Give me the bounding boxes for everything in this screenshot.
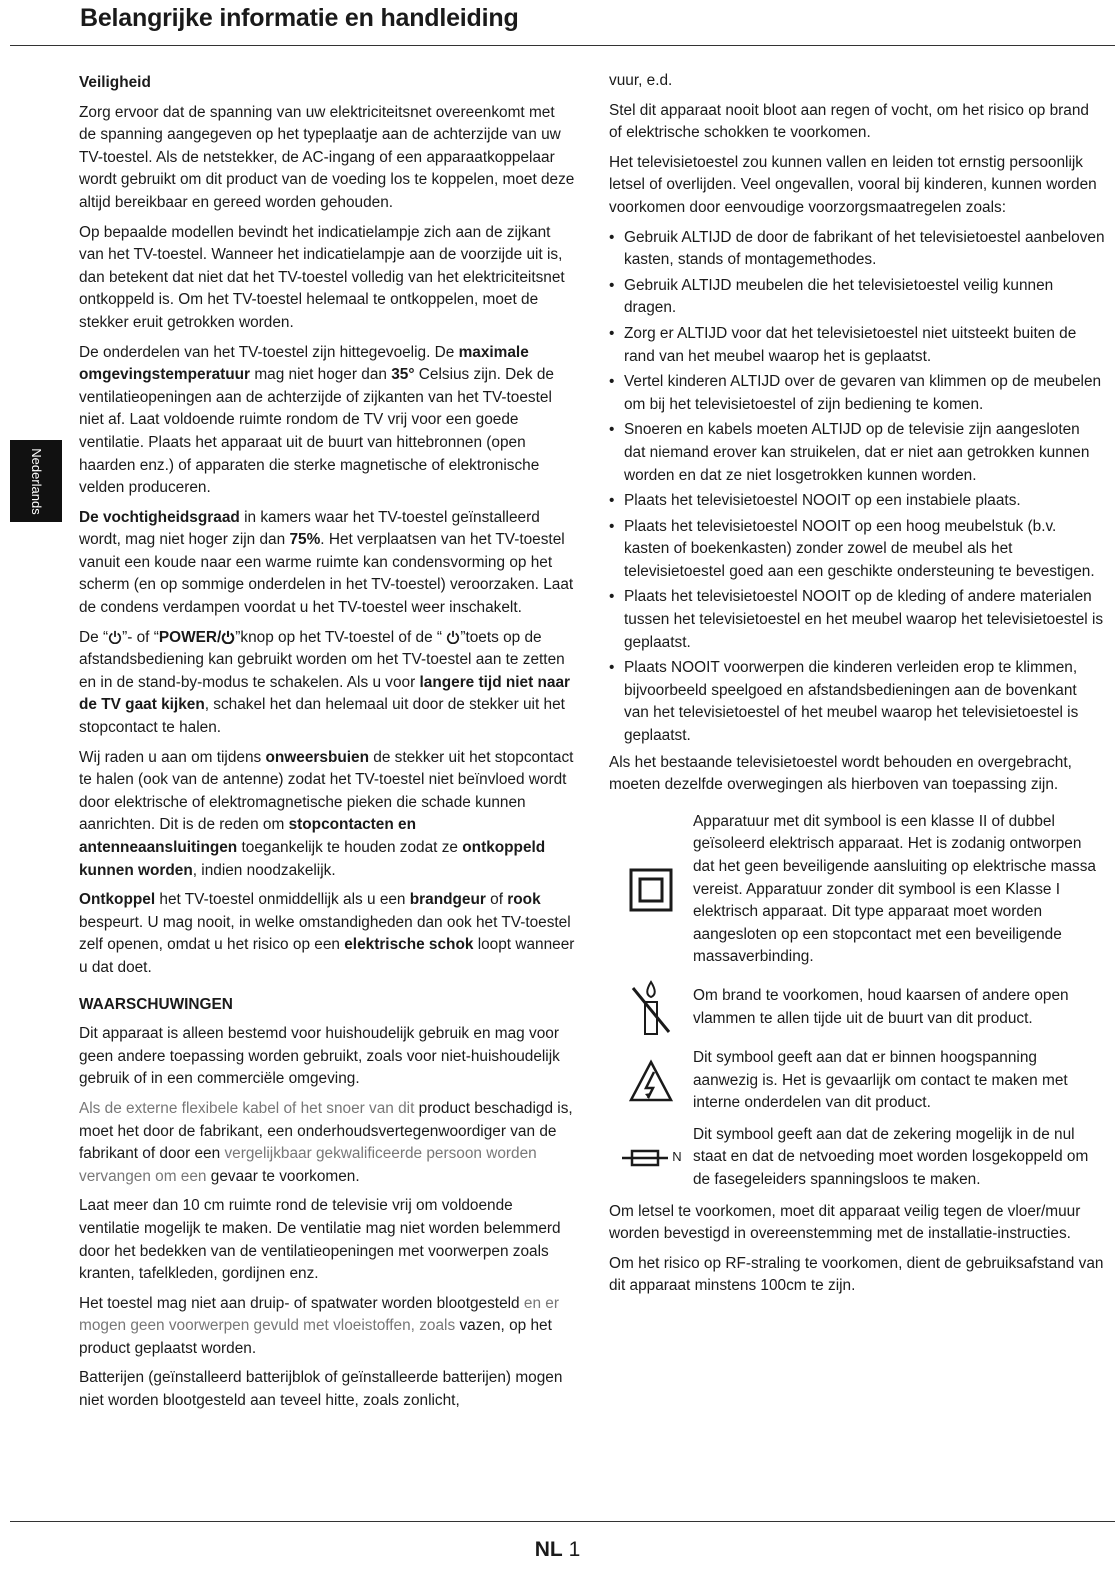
list-item: • Plaats het televisietoestel NOOIT op een hoog meubelstuk (b.v. kasten of boekenkasten) zonder zowel de meubel als het televisietoestel goed aan een geschikte ondersteuning te bevestigen. — [609, 516, 1105, 584]
right-column — [609, 70, 1105, 1305]
power-symbol-icon — [221, 630, 235, 644]
list-item: • Zorg er ALTIJD voor dat het televisietoestel niet uitsteekt buiten de rand van het meubel waarop het is geplaatst. — [609, 323, 1105, 368]
fuse-symbol-text: Dit symbool geeft aan dat de zekering mogelijk in de nul staat en dat de netvoeding moet worden losgekoppeld om de fasegeleiders spanningsloos te maken. — [693, 1125, 1089, 1188]
safety-paragraph-voltage: Zorg ervoor dat de spanning van uw elektriciteitsnet overeenkomt met de spanning aangegeven op het typeplaatje aan de achterzijde van uw TV-toestel. Als de netstekker, de AC-ingang of een apparaatkoppelaar wordt gebruikt om dit product van de voeding los te koppelen, moet deze altijd bereikbaar en gereed worden gehouden. — [79, 103, 575, 211]
safety-paragraph-humidity: De vochtigheidsgraad in kamers waar het TV-toestel geïnstalleerd wordt, mag niet hoger zijn dan 75%. Het verplaatsen van het TV-toestel vanuit een koude naar een warme ruimte kan condensvorming op het scherm (en op sommige onderdelen in het TV-toestel) veroorzaken. Laat de condens verdampen voordat u het TV-toestel weer inschakelt. — [79, 508, 574, 617]
warnings-heading: WAARSCHUWINGEN — [79, 995, 233, 1013]
footer-divider — [10, 1521, 1115, 1522]
voltage-symbol-row — [609, 1047, 1105, 1115]
safety-paragraph-heat: De onderdelen van het TV-toestel zijn hittegevoelig. De maximale omgevingstemperatuur mag niet hoger dan 35° Celsius zijn. Dek de ventilatieopeningen aan de achterzijde of zijkanten van het TV-toestel niet af. Laat voldoende ruimte rondom de TV vrij voor een goede ventilatie. Plaats het apparaat uit de buurt van hittebronnen (open haarden enz.) of apparaten die sterke magnetische of elektronische velden produceren. — [79, 343, 554, 497]
power-symbol-icon — [108, 630, 122, 644]
fuse-label: N — [672, 1149, 682, 1165]
list-item: • Gebruik ALTIJD de door de fabrikant of het televisietoestel aanbeloven kasten, stands of montagemethodes. — [609, 227, 1105, 272]
candle-symbol-row — [609, 978, 1105, 1038]
fuse-icon — [609, 1146, 693, 1170]
candle-symbol-text: Om brand te voorkomen, houd kaarsen of andere open vlammen te allen tijde uit de buurt van dit product. — [693, 987, 1069, 1027]
list-item: • Gebruik ALTIJD meubelen die het televisietoestel veilig kunnen dragen. — [609, 275, 1105, 320]
precautions-list — [609, 227, 1105, 748]
safety-paragraph-indicator: Op bepaalde modellen bevindt het indicatielampje zich aan de zijkant van het TV-toestel. Wanneer het indicatielampje aan de voorzijde uit is, dan betekent dat niet dat het TV-toestel volledig van het elektriciteitsnet ontkoppeld is. Om het TV-toestel helemaal te ontkoppelen, moet de stekker eruit getrokken worden. — [79, 223, 565, 331]
warning-paragraph-water: Het toestel mag niet aan druip- of spatwater worden blootgesteld en er mogen geen voorwerpen gevuld met vloeistoffen, zoals vazen, op het product geplaatst worden. — [79, 1294, 559, 1357]
list-item: • Vertel kinderen ALTIJD over de gevaren van klimmen op de meubelen om bij het televisietoestel of zijn bediening te komen. — [609, 371, 1105, 416]
paragraph-relocated-tv: Als het bestaande televisietoestel wordt behouden en overgebracht, moeten dezelfde overwegingen als hierboven van toepassing zijn. — [609, 753, 1072, 794]
list-item: • Plaats het televisietoestel NOOIT op een instabiele plaats. — [609, 490, 1105, 513]
left-column — [79, 70, 575, 1420]
language-label: Nederlands — [28, 447, 44, 515]
paragraph-rain: Stel dit apparaat nooit bloot aan regen of vocht, om het risico op brand of elektrische schokken te voorkomen. — [609, 101, 1089, 142]
list-item: • Snoeren en kabels moeten ALTIJD op de televisie zijn aangesloten dat niemand erover kan struikelen, dat er niet aan getrokken kunnen worden en dat ze niet losgetrokken kunnen worden. — [609, 419, 1105, 487]
page-title: Belangrijke informatie en handleiding — [80, 4, 519, 32]
warning-paragraph-batteries: Batterijen (geïnstalleerd batterijblok of geïnstalleerde batterijen) mogen niet worden blootgesteld aan teveel hitte, zoals zonlicht, — [79, 1369, 563, 1410]
paragraph-wall-mount: Om letsel te voorkomen, moet dit apparaat veilig tegen de vloer/muur worden bevestigd in overeenstemming met de installatie-instructies. — [609, 1202, 1081, 1243]
warning-paragraph-cable: Als de externe flexibele kabel of het snoer van dit product beschadigd is, moet het door de fabrikant, een onderhoudsvertegenwoordiger van de fabrikant of door een vergelijkbaar gekwalificeerde persoon worden vervangen om een gevaar te voorkomen. — [79, 1099, 573, 1185]
header-divider — [10, 45, 1115, 46]
language-side-tab — [10, 440, 62, 522]
double-square-icon — [609, 867, 693, 913]
page-number: NL 1 — [534, 1538, 581, 1561]
class2-symbol-text: Apparatuur met dit symbool is een klasse II of dubbel geïsoleerd elektrisch apparaat. Het is zodanig ontworpen dat het geen beveiligende aansluiting op elektrische massa vereist. Apparatuur zonder dit symbool is een Klasse I elektrisch apparaat. Dit type apparaat moet worden aangesloten op een stopcontact met een beveiligende massaverbinding. — [693, 812, 1096, 966]
safety-paragraph-thunderstorm: Wij raden u aan om tijdens onweersbuien de stekker uit het stopcontact te halen (ook van de antenne) zodat het TV-toestel niet beïnvloed wordt door elektrische of elektromagnetische pieken die schade kunnen aanrichten. Dit is de reden om stopcontacten en antenneaansluitingen toegankelijk te houden zodat ze ontkoppeld kunnen worden, indien noodzakelijk. — [79, 748, 574, 879]
safety-paragraph-power: De “ ”- of “POWER/ ”knop op het TV-toestel of de “ ”toets op de afstandsbediening kan gebruikt worden om het TV-toestel aan te zetten en in de stand-by-modus te schakelen. Als u voor langere tijd niet naar de TV gaat kijken, schakel het dan helemaal uit door de stekker uit het stopcontact te halen. — [79, 628, 571, 737]
safety-paragraph-smoke: Ontkoppel het TV-toestel onmiddellijk als u een brandgeur of rook bespeurt. U mag nooit, in welke omstandigheden dan ook het TV-toestel zelf openen, omdat u het risico op een elektrische schok loopt wanneer u dat doet. — [79, 891, 575, 976]
no-candle-icon — [609, 978, 693, 1038]
safety-heading: Veiligheid — [79, 74, 151, 91]
class2-symbol-row — [609, 811, 1105, 969]
paragraph-rf-radiation: Om het risico op RF-straling te voorkomen, dient de gebruiksafstand van dit apparaat minstens 100cm te zijn. — [609, 1254, 1104, 1295]
list-item: • Plaats het televisietoestel NOOIT op de kleding of andere materialen tussen het televisietoestel en het meubel waarop het televisietoestel is geplaatst. — [609, 586, 1105, 654]
list-item: • Plaats NOOIT voorwerpen die kinderen verleiden erop te klimmen, bijvoorbeeld speelgoed en afstandsbedieningen aan de bovenkant van het televisietoestel of het meubel waarop het televisietoestel is geplaatst. — [609, 657, 1105, 747]
power-symbol-icon — [446, 630, 460, 644]
warning-paragraph-household: Dit apparaat is alleen bestemd voor huishoudelijk gebruik en mag voor geen andere toepassing worden gebruikt, zoals voor niet-huishoudelijk gebruik of in een commerciële omgeving. — [79, 1025, 560, 1088]
continued-paragraph: vuur, e.d. — [609, 72, 673, 89]
voltage-symbol-text: Dit symbool geeft aan dat er binnen hoogspanning aanwezig is. Het is gevaarlijk om contact te maken met interne onderdelen van dit product. — [693, 1048, 1068, 1112]
high-voltage-icon — [609, 1058, 693, 1104]
fuse-symbol-row — [609, 1124, 1105, 1192]
warning-paragraph-ventilation: Laat meer dan 10 cm ruimte rond de televisie vrij om voldoende ventilatie mogelijk te maken. De ventilatie mag niet worden belemmerd door het bedekken van de ventilatieopeningen met voorwerpen zoals kranten, tafelkleden, gordijnen enz. — [79, 1197, 561, 1283]
paragraph-falling-tv: Het televisietoestel zou kunnen vallen en leiden tot ernstig persoonlijk letsel of overlijden. Veel ongevallen, vooral bij kinderen, kunnen worden voorkomen door eenvoudige voorzorgsmaatregelen zoals: — [609, 153, 1097, 216]
